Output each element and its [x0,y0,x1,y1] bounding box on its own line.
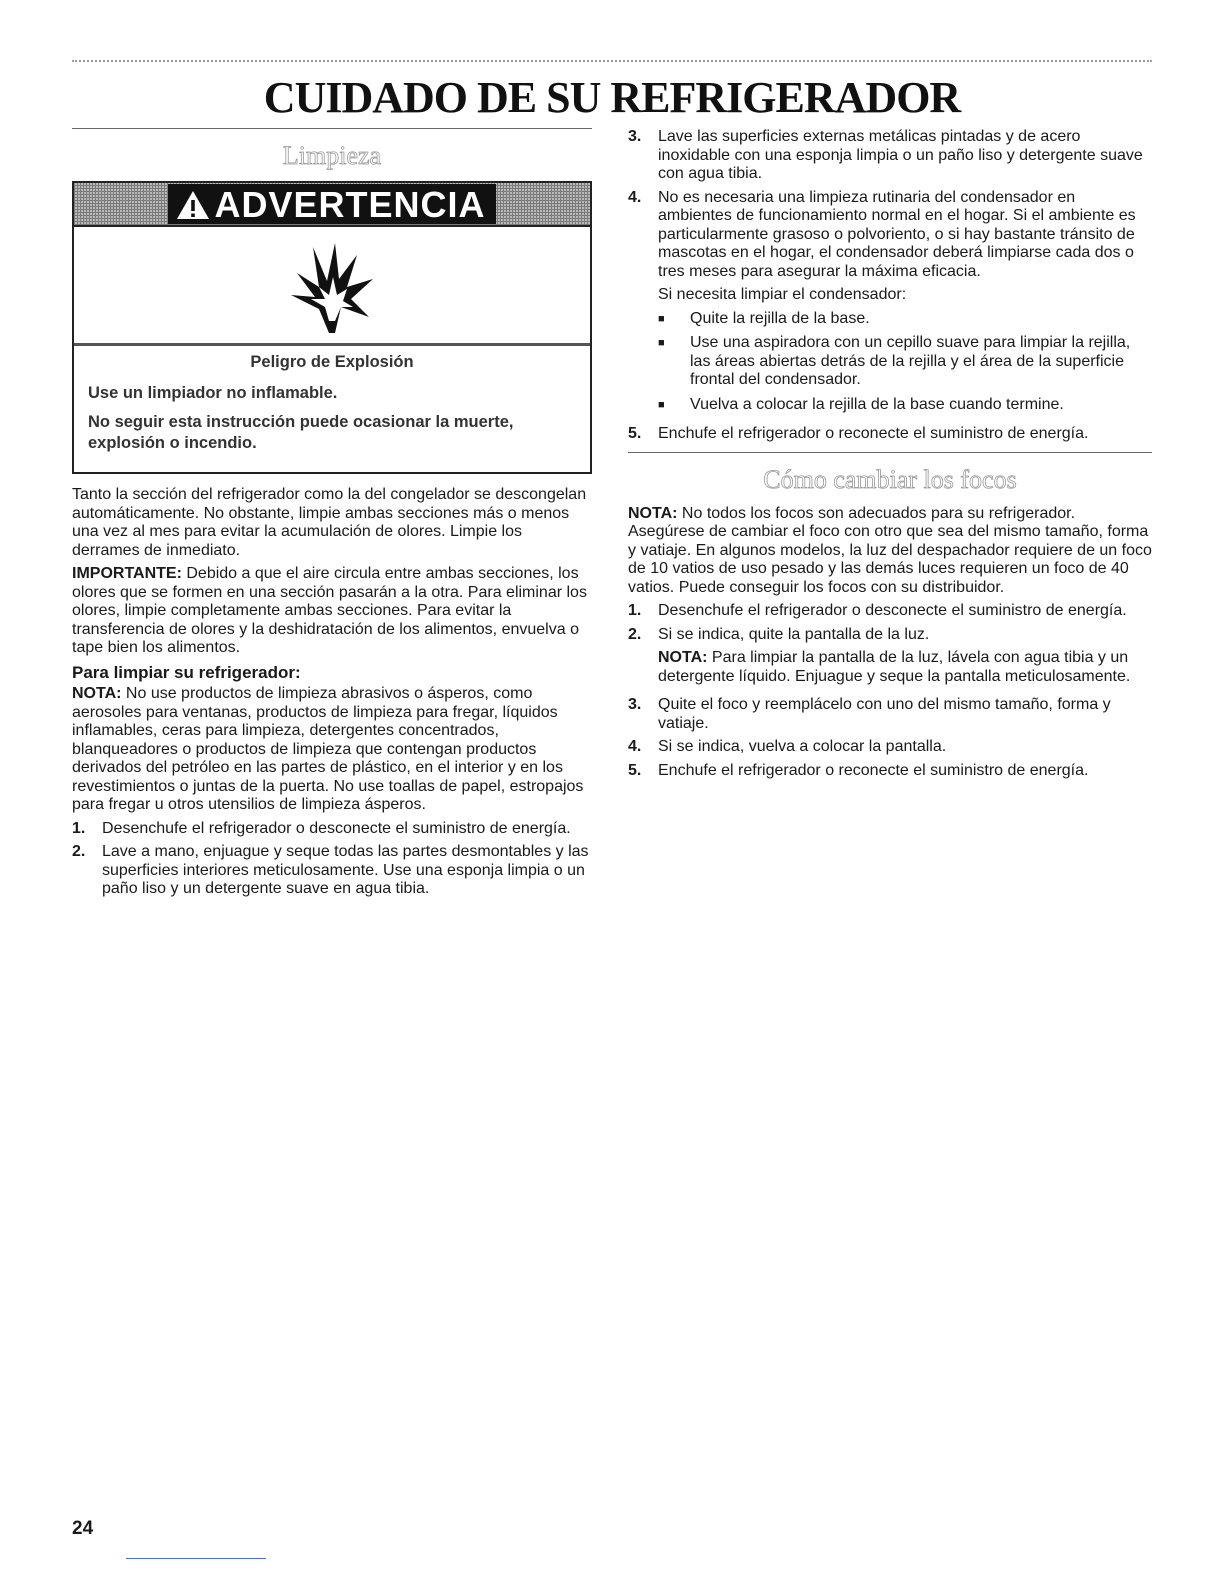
warning-triangle-icon [176,189,210,221]
bulbs-note [628,505,1152,598]
left-column [72,128,592,904]
bottom-link-rule [126,1558,266,1559]
hazard-symbol-area [74,227,590,346]
list-item [628,128,1152,184]
important-text: Debido a que el aire circula entre ambas secciones, los olores que se formen en una sección pasarán a la otra. Para eliminar los olores, limpie completamente ambas secciones. Para evitar la transferencia de olores y la deshidratación de los alimentos, envuelva o tape bien los alimentos. [72,565,587,656]
list-item [628,626,1152,692]
bulbs-heading: Cómo cambiar los focos [763,464,1017,494]
list-item [658,396,1152,415]
square-bullet-icon: ■ [658,398,665,411]
step-text: Si se indica, quite la pantalla de la luz. [658,625,930,643]
right-column [628,128,1152,785]
step-number: 2. [72,843,86,860]
step-number: 1. [72,819,86,837]
step-text: Enchufe el refrigerador o reconecte el suministro de energía. [658,761,1089,779]
bulb-steps-list [628,602,1152,780]
bullet-text: Quite la rejilla de la base. [690,309,870,327]
section-divider [628,452,1152,453]
step-number: 5. [628,761,642,779]
list-item [72,843,592,899]
cleaning-note [72,685,592,815]
step-text: Si se indica, vuelva a colocar la pantalla. [658,738,947,755]
cleaning-intro: Tanto la sección del refrigerador como la del congelador se descongelan automáticamente. No obstante, limpie ambas secciones más o menos una vez al mes para evitar la acumulación de olores. Limpie los derrames de inmediato. [72,486,587,559]
cleaning-subheading: Para limpiar su refrigerador: [72,662,301,682]
warning-body [74,346,590,472]
step-text: Enchufe el refrigerador o reconecte el suministro de energía. [658,425,1089,442]
step-number: 2. [628,625,642,643]
list-item [658,310,1152,329]
explosion-icon [289,237,375,333]
step-text: Desenchufe el refrigerador o desconecte el suministro de energía. [102,819,571,837]
step-number: 4. [628,738,642,755]
cleaning-steps-list [72,820,592,899]
note-text: Para limpiar la pantalla de la luz, lávela con agua tibia y un detergente líquido. Enjuague y seque la pantalla meticulosamente. [658,649,1131,685]
step-text: Lave las superficies externas metálicas pintadas y de acero inoxidable con una esponja limpia o un paño liso y detergente suave con agua tibia. [658,128,1143,182]
warning-title-text: ADVERTENCIA [214,184,486,225]
bullet-text: Use una aspiradora con un cepillo suave para limpiar la rejilla, las áreas abiertas detrás de la rejilla y el área de la superficie frontal del condensador. [690,334,1131,388]
note-text: No use productos de limpieza abrasivos o ásperos, como aerosoles para ventanas, productos de limpieza para fregar, líquidos inflamables, ceras para limpieza, detergentes concentrados, blanqueadores o productos de limpieza que contengan productos derivados del petróleo en las partes de plástico, en el interior y en los revestimientos o juntas de la puerta. No use toallas de papel, estropajos para fregar u otros utensilios de limpieza ásperos. [72,685,584,813]
top-dotted-rule [72,60,1152,62]
important-paragraph [72,565,592,658]
note-label: NOTA: [72,685,122,702]
condenser-bullets [658,310,1152,415]
page-number: 24 [72,1518,94,1539]
square-bullet-icon: ■ [658,337,665,349]
condenser-intro: Si necesita limpiar el condensador: [658,286,907,303]
cleaning-steps-continued [628,128,1152,444]
step-number: 3. [628,128,642,145]
warning-header [74,183,590,227]
step-number: 3. [628,696,642,713]
list-item [628,425,1152,444]
list-item [628,696,1152,733]
list-item [658,334,1152,390]
warning-consequence: No seguir esta instrucción puede ocasionar la muerte, explosión o incendio. [88,413,514,452]
note-label: NOTA: [628,504,678,522]
note-label: NOTA: [658,649,708,666]
section-divider [72,128,592,129]
step-text: Desenchufe el refrigerador o desconecte el suministro de energía. [658,602,1127,619]
important-label: IMPORTANTE: [72,565,182,582]
list-item [628,762,1152,781]
warning-instruction: Use un limpiador no inflamable. [88,384,338,402]
step-number: 5. [628,425,642,442]
list-item [628,602,1152,621]
step-text: No es necesaria una limpieza rutinaria del condensador en ambientes de funcionamiento normal en el hogar. Si el ambiente es particularmente grasoso o polvoriento, o si hay bastante tránsito de mascotas en el hogar, el condensador deberá limpiarse cada dos o tres meses para asegurar la máxima eficacia. [658,188,1136,280]
list-item [72,820,592,839]
warning-box [72,181,592,474]
step-number: 1. [628,602,642,619]
step-text: Lave a mano, enjuague y seque todas las partes desmontables y las superficies interiores meticulosamente. Use una esponja limpia o un paño liso y un detergente suave en agua tibia. [102,843,589,897]
list-item [628,189,1152,421]
warning-title [168,184,495,224]
list-item [628,738,1152,757]
square-bullet-icon: ■ [658,312,665,325]
bullet-text: Vuelva a colocar la rejilla de la base cuando termine. [690,395,1064,413]
note-text: No todos los focos son adecuados para su refrigerador. Asegúrese de cambiar el foco con otro que sea del mismo tamaño, forma y vatiaje. En algunos modelos, la luz del despachador requiere de un foco de 10 vatios de uso pesado y las demás luces requieren un foco de 40 vatios. Puede conseguir los focos con su distribuidor. [628,504,1152,596]
step-note [658,649,1152,686]
step-content [658,189,1152,421]
hazard-title: Peligro de Explosión [250,353,414,371]
cleaning-heading: Limpieza [282,141,382,170]
step-text: Quite el foco y reemplácelo con uno del mismo tamaño, forma y vatiaje. [658,696,1111,732]
step-number: 4. [628,188,642,206]
step-content [658,626,1152,692]
page-title: CUIDADO DE SU REFRIGERADOR [263,73,961,122]
